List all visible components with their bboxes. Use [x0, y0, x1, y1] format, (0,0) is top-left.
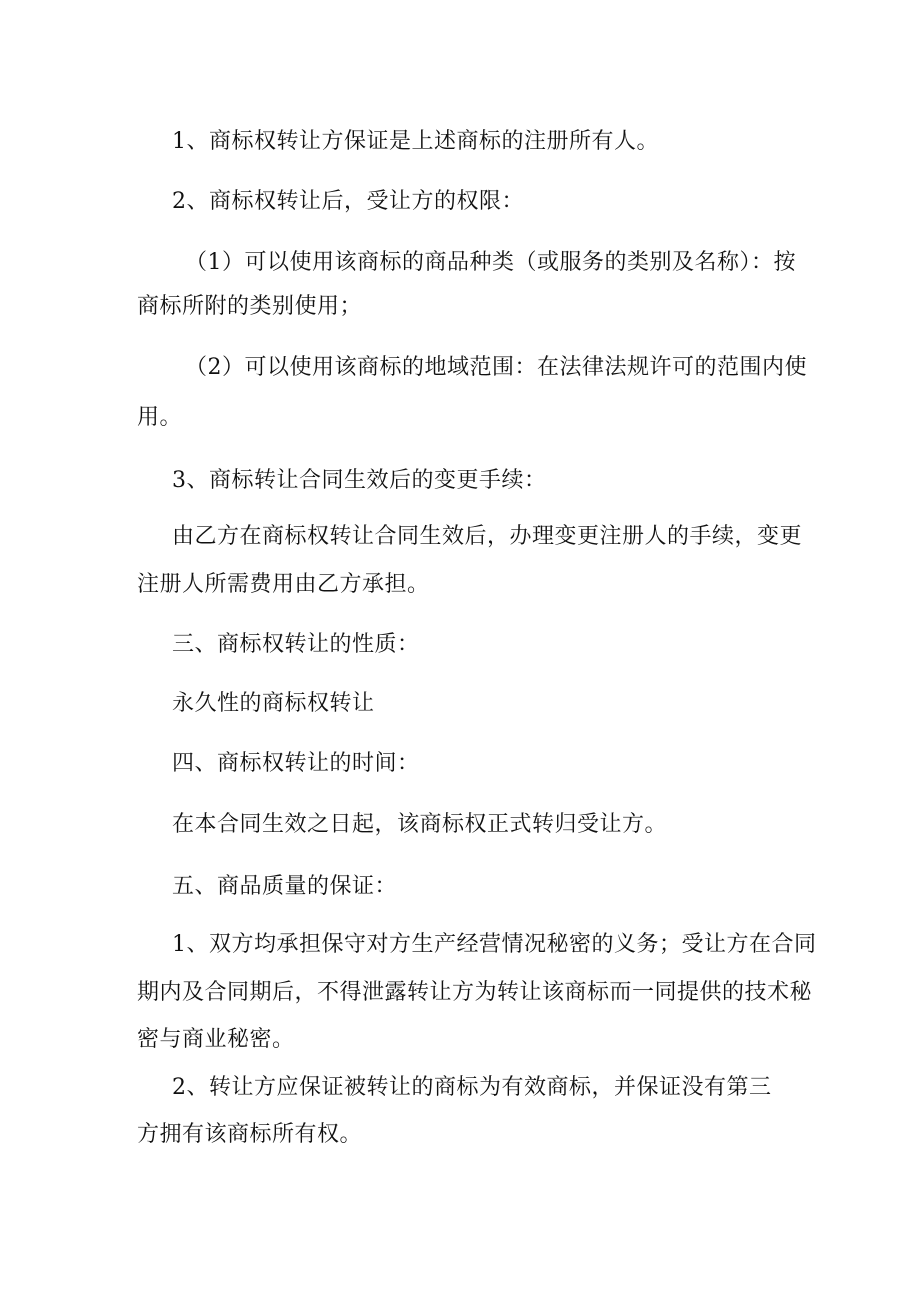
section-3-body: 永久性的商标权转让: [172, 691, 375, 716]
clause-2-heading: 2、商标权转让后，受让方的权限：: [172, 189, 524, 214]
clause-2-item-2-line-1: （2）可以使用该商标的地域范围：在法律法规许可的范围内使: [185, 355, 807, 380]
clause-1-text: 1、商标权转让方保证是上述商标的注册所有人。: [172, 129, 659, 154]
section-5-item-2-line-2: 方拥有该商标所有权。: [137, 1122, 363, 1147]
section-5-item-1-line-2: 期内及合同期后，不得泄露转让方为转让该商标而一同提供的技术秘: [137, 980, 813, 1005]
section-4-body: 在本合同生效之日起，该商标权正式转归受让方。: [172, 812, 668, 837]
section-4-heading: 四、商标权转让的时间：: [172, 751, 420, 776]
clause-2-item-2-line-2: 用。: [137, 405, 183, 430]
clause-2-item-1-line-1: （1）可以使用该商标的商品种类（或服务的类别及名称）：按: [185, 250, 796, 275]
section-5-heading: 五、商品质量的保证：: [172, 874, 398, 899]
section-5-item-1-line-3: 密与商业秘密。: [137, 1027, 295, 1052]
clause-3-body-line-2: 注册人所需费用由乙方承担。: [137, 572, 430, 597]
clause-3-body-line-1: 由乙方在商标权转让合同生效后，办理变更注册人的手续，变更: [172, 524, 803, 549]
clause-3-heading: 3、商标转让合同生效后的变更手续：: [172, 468, 547, 493]
section-3-heading: 三、商标权转让的性质：: [172, 632, 420, 657]
section-5-item-2-line-1: 2、转让方应保证被转让的商标为有效商标，并保证没有第三: [172, 1075, 772, 1100]
section-5-item-1-line-1: 1、双方均承担保守对方生产经营情况秘密的义务；受让方在合同: [172, 932, 817, 957]
clause-2-item-1-line-2: 商标所附的类别使用；: [137, 294, 363, 319]
